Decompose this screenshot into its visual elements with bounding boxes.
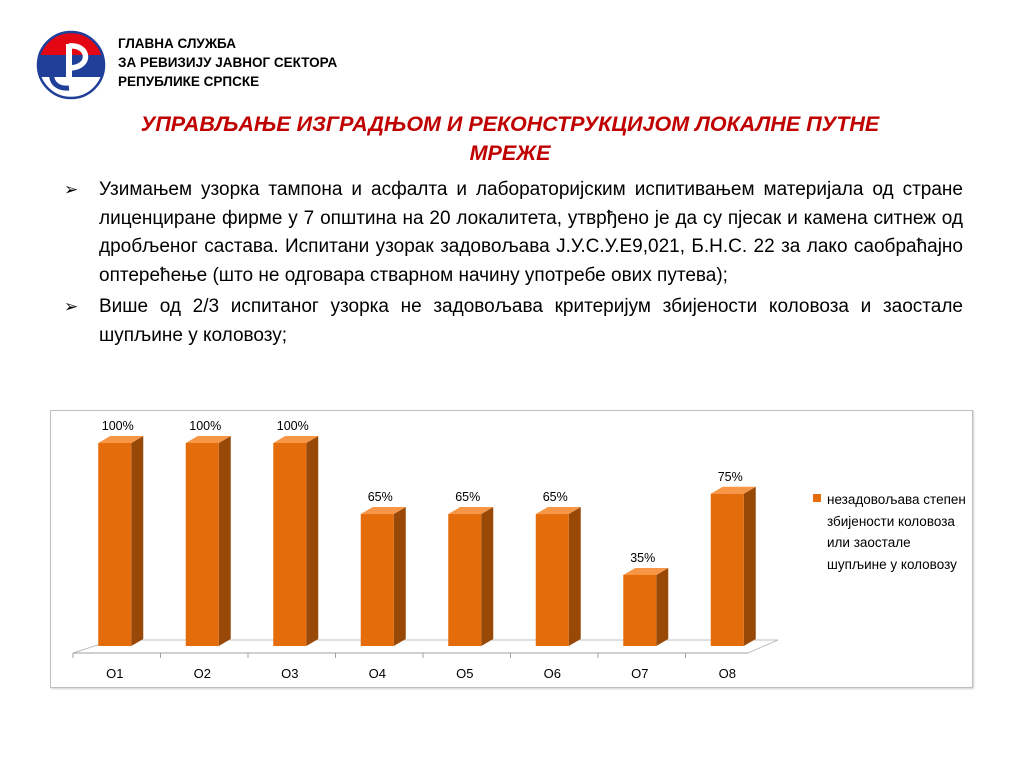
slide-title <box>50 110 970 168</box>
x-tick-label-O4: O4 <box>368 666 386 681</box>
x-tick-label-O1: O1 <box>106 666 124 681</box>
bar-O2 <box>186 443 219 646</box>
data-label-O8: 75% <box>717 469 743 484</box>
chart-floor <box>73 640 778 653</box>
org-line-3: РЕПУБЛИКЕ СРПСКЕ <box>118 74 260 89</box>
chart-frame <box>50 410 973 688</box>
bar-side-O8 <box>744 487 756 646</box>
data-label-O7: 35% <box>630 550 656 565</box>
data-label-O4: 65% <box>367 490 393 505</box>
x-tick-label-O5: O5 <box>456 666 474 681</box>
bar-side-O5 <box>481 507 493 646</box>
bar-side-O1 <box>131 436 143 646</box>
data-label-O1: 100% <box>101 419 134 433</box>
x-tick-label-O8: O8 <box>718 666 736 681</box>
data-label-O5: 65% <box>455 490 481 505</box>
bullet-list <box>60 176 963 353</box>
bullet-text-2: Више од 2/3 испитаног узорка не задовољава критеријум збијености коловоза и заостале шупљине у коловозу; <box>99 296 963 346</box>
bar-O3 <box>273 443 306 646</box>
bar-O4 <box>361 514 394 646</box>
logo <box>36 30 106 100</box>
bar-O1 <box>98 443 131 646</box>
data-label-O2: 100% <box>189 419 222 433</box>
bar-side-O3 <box>306 436 318 646</box>
bar-O7 <box>623 575 656 646</box>
bar-O6 <box>536 514 569 646</box>
bullet-text-1: Узимањем узорка тампона и асфалта и лабораторијским испитивањем материјала од стране лиценциране фирме у 7 општина на 20 локалитета, утврђено је да су пјесак и камена ситнеж од дробљеног састава. Испитани узорак задовољава Ј.У.С.У.Е9,021, Б.Н.С. 22 за лако саобраћајно оптерећење (што не одговара стварном начину употребе ових путева); <box>99 179 963 286</box>
arrow-bullet-icon: ➢ <box>64 297 79 316</box>
slide-title-line-1: УПРАВЉАЊЕ ИЗГРАДЊОМ И РЕКОНСТРУКЦИЈОМ ЛОКАЛНЕ ПУТНЕ <box>140 112 880 136</box>
org-line-2: ЗА РЕВИЗИЈУ ЈАВНОГ СЕКТОРА <box>118 55 338 70</box>
bar-O5 <box>448 514 481 646</box>
arrow-bullet-icon: ➢ <box>64 180 79 199</box>
x-tick-label-O2: O2 <box>193 666 211 681</box>
bar-side-O7 <box>656 568 668 646</box>
bullet-item-2 <box>60 293 963 350</box>
x-tick-label-O3: O3 <box>281 666 299 681</box>
bar-side-O6 <box>569 507 581 646</box>
x-tick-label-O6: O6 <box>543 666 561 681</box>
bullet-item-1 <box>60 176 963 290</box>
organization-name <box>118 34 337 91</box>
slide-title-line-2: МРЕЖЕ <box>469 141 551 165</box>
x-tick-label-O7: O7 <box>631 666 649 681</box>
legend-label: незадовољава степен збијености коловоза или заостале шупљине у коловозу <box>827 492 966 572</box>
bar-side-O4 <box>394 507 406 646</box>
legend-swatch <box>813 494 821 502</box>
data-label-O6: 65% <box>542 490 568 505</box>
bar-O8 <box>711 494 744 646</box>
data-label-O3: 100% <box>276 419 309 433</box>
org-line-1: ГЛАВНА СЛУЖБА <box>118 36 236 51</box>
bar-side-O2 <box>219 436 231 646</box>
